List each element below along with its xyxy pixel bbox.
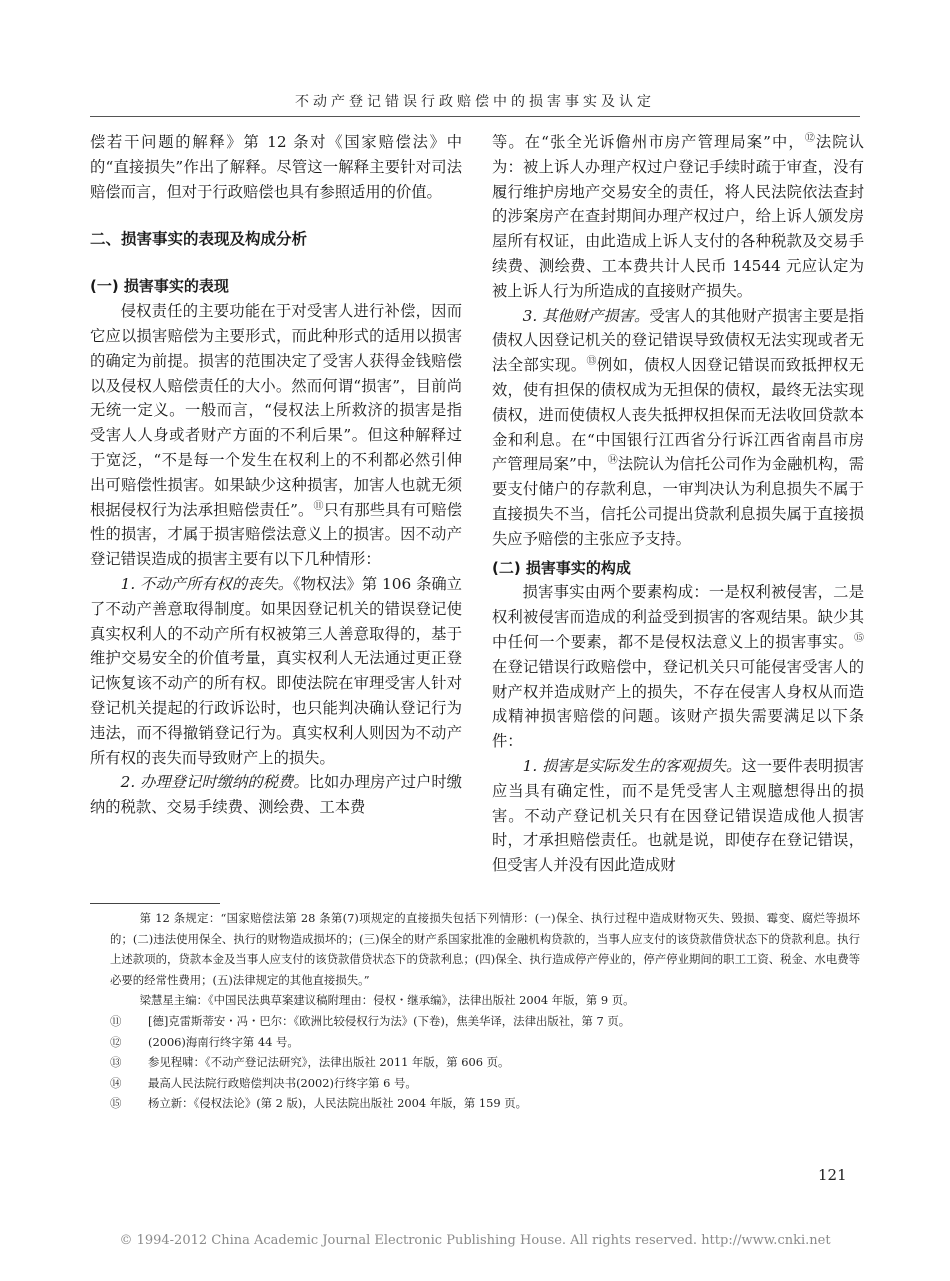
footnote-text: (2006)海南行终字第 44 号。 xyxy=(148,1034,299,1049)
item-text: 比如办理房产过户时缴纳的税款、交易手续费、测绘费、工本费 xyxy=(90,773,462,817)
footnote-item xyxy=(110,1032,860,1053)
item-title: 1. 不动产所有权的丧失。 xyxy=(120,574,294,593)
paragraph-continued: 偿若干问题的解释》第 12 条对《国家赔偿法》中的“直接损失”作出了解释。尽管这一解释主要针对司法赔偿而言，但对于行政赔偿也具有参照适用的价值。 xyxy=(90,133,462,201)
footnote-text: 杨立新：《侵权法论》(第 2 版)，人民法院出版社 2004 年版，第 159 页。 xyxy=(148,1096,528,1111)
paragraph-text: 只有那些具有可赔偿性的损害，才属于损害赔偿法意义上的损害。因不动产登记错误造成的损害主要有以下几种情形： xyxy=(90,500,462,569)
header-rule xyxy=(90,116,860,117)
item-text: 这一要件表明损害应当具有确定性，而不是凭受害人主观臆想得出的损害。不动产登记机关只有在因登记错误造成他人损害时，才承担赔偿责任。也就是说，即使存在登记错误，但受害人并没有因此造成财 xyxy=(492,756,864,875)
item-title: 2. 办理登记时缴纳的税费。 xyxy=(120,773,309,792)
footnote-number: ⑭ xyxy=(110,1075,122,1090)
item-text: 例如，债权人因登记错误而致抵押权无效，使有担保的债权成为无担保的债权，最终无法实现债权，进而使债权人丧失抵押权担保而无法收回贷款本金和利息。在“中国银行江西省分行诉江西省南昌市房产管理局案”中， xyxy=(492,356,864,474)
item-title: 3. 其他财产损害。 xyxy=(522,306,650,325)
footnotes xyxy=(110,908,860,1114)
footnote-ref[interactable]: ⑪ xyxy=(313,500,324,512)
footnote-number: ⑬ xyxy=(110,1055,122,1070)
footnote-item xyxy=(110,1011,860,1032)
left-column xyxy=(90,130,462,820)
footnote-ref[interactable]: ⑫ xyxy=(804,132,816,144)
footnote-number: ⑫ xyxy=(110,1034,122,1049)
item-text: 《物权法》第 106 条确立了不动产善意取得制度。如果因登记机关的错误登记使真实权利人的不动产所有权被第三人善意取得的，基于维护交易安全的价值考量，真实权利人无法通过更正登记恢复该不动产的所有权。即使法院在审理受害人针对登记机关提起的行政诉讼时，也只能判决确认登记行为违法，而不得撤销登记行为。真实权利人则因为不动产所有权的丧失而导致财产上的损失。 xyxy=(90,574,462,767)
item-text: 受害人的其他财产损害主要是指债权人因登记机关的登记错误导致债权无法实现或者无法全部实现。 xyxy=(492,306,864,375)
running-header: 不动产登记错误行政赔偿中的损害事实及认定 xyxy=(295,94,655,110)
footnote-item xyxy=(110,1073,860,1094)
paragraph-text: 侵权责任的主要功能在于对受害人进行补偿，因而它应以损害赔偿为主要形式，而此种形式的适用以损害的确定为前提。损害的范围决定了受害人获得金钱赔偿以及侵权人赔偿责任的大小。然而何谓“损害”，目前尚无统一定义。一般而言，“侵权法上所救济的损害是指受害人人身或者财产方面的不利后果”。但这种解释过于宽泛，“不是每一个发生在权利上的不利都必然引伸出可赔偿性损害。如果缺少这种损害，加害人也就无须根据侵权行为法承担赔偿责任”。 xyxy=(90,302,462,519)
paragraph-text: 损害事实由两个要素构成：一是权利被侵害，二是权利被侵害而造成的利益受到损害的客观结果。缺少其中任何一个要素，都不是侵权法意义上的损害事实。 xyxy=(492,583,864,651)
copyright-footer: © 1994-2012 China Academic Journal Electronic Publishing House. All rights reserved. http://www.cnki.net xyxy=(119,1233,831,1248)
page-number: 121 xyxy=(818,1166,847,1184)
footnote-item: 梁慧星主编：《中国民法典草案建议稿附理由：侵权・继承编》，法律出版社 2004 年版，第 9 页。 xyxy=(139,993,635,1008)
item-text: 法院认为信托公司作为金融机构，需要支付储户的存款利息，一审判决认为利息损失不属于直接损失不当，信托公司提出贷款利息损失属于直接损失应予赔偿的主张应予支持。 xyxy=(492,455,865,548)
footnote-text: 最高人民法院行政赔偿判决书(2002)行终字第 6 号。 xyxy=(148,1075,417,1090)
right-column xyxy=(492,130,864,878)
sub-heading-composition: (二) 损害事实的构成 xyxy=(492,558,631,577)
footnote-ref[interactable]: ⑮ xyxy=(854,632,864,644)
item-title: 1. 损害是实际发生的客观损失。 xyxy=(522,756,742,775)
footnote-item xyxy=(110,1052,860,1073)
footnote-number: ⑪ xyxy=(110,1013,122,1028)
footnote-text: 参见程啸：《不动产登记法研究》，法律出版社 2011 年版，第 606 页。 xyxy=(148,1055,510,1070)
footnote-item xyxy=(110,1093,860,1114)
paragraph-item-4 xyxy=(492,754,864,878)
footnote-item: 第 12 条规定：“国家赔偿法第 28 条第(7)项规定的直接损失包括下列情形：(一)保全、执行过程中造成财物灭失、毁损、霉变、腐烂等损坏的；(二)违法使用保全、执行的财物造成损坏的；(三)保全的财产系国家批准的金融机构贷款的，当事人应支付的该贷款借贷状态下的贷款利息。执行上述款项的，贷款本金及当事人应支付的该贷款借贷状态下的贷款利息；(四)保全、执行造成停产停业的，停产停业期间的职工工资、税金、水电费等必要的经常性费用；(五)法律规定的其他直接损失。” xyxy=(110,911,860,987)
paragraph-item-2 xyxy=(90,770,462,820)
footnote-rule xyxy=(90,903,220,904)
paragraph-case-zhang xyxy=(492,130,864,304)
footnote-ref[interactable]: ⑭ xyxy=(607,455,618,467)
section-heading: 二、损害事实的表现及构成分析 xyxy=(90,230,308,249)
paragraph-composition xyxy=(492,580,864,754)
paragraph-item-3 xyxy=(492,304,864,552)
paragraph-text: 等。在“张全光诉儋州市房产管理局案”中， xyxy=(492,133,805,151)
paragraph-damage-definition xyxy=(90,299,462,572)
paragraph-text: 法院认为：被上诉人办理产权过户登记手续时疏于审查，没有履行维护房地产交易安全的责任，将人民法院依法查封的涉案房产在查封期间办理产权过户，给上诉人颁发房屋所有权证，由此造成上诉人支付的各种税款及交易手续费、测绘费、工本费共计人民币 14544 元应认定为被上诉人行为所造成的直接财产损失。 xyxy=(492,133,864,300)
paragraph-item-1 xyxy=(90,572,462,770)
footnote-ref[interactable]: ⑬ xyxy=(586,356,597,368)
footnote-text: [德]克雷斯蒂安・冯・巴尔：《欧洲比较侵权行为法》(下卷)，焦美华译，法律出版社，第 7 页。 xyxy=(148,1013,631,1028)
footnote-number: ⑮ xyxy=(110,1096,122,1111)
paragraph-text: 在登记错误行政赔偿中，登记机关只可能侵害受害人的财产权并造成财产上的损失，不存在侵害人身权从而造成精神损害赔偿的问题。该财产损失需要满足以下条件： xyxy=(492,657,864,751)
sub-heading-manifestation: (一) 损害事实的表现 xyxy=(90,277,229,296)
